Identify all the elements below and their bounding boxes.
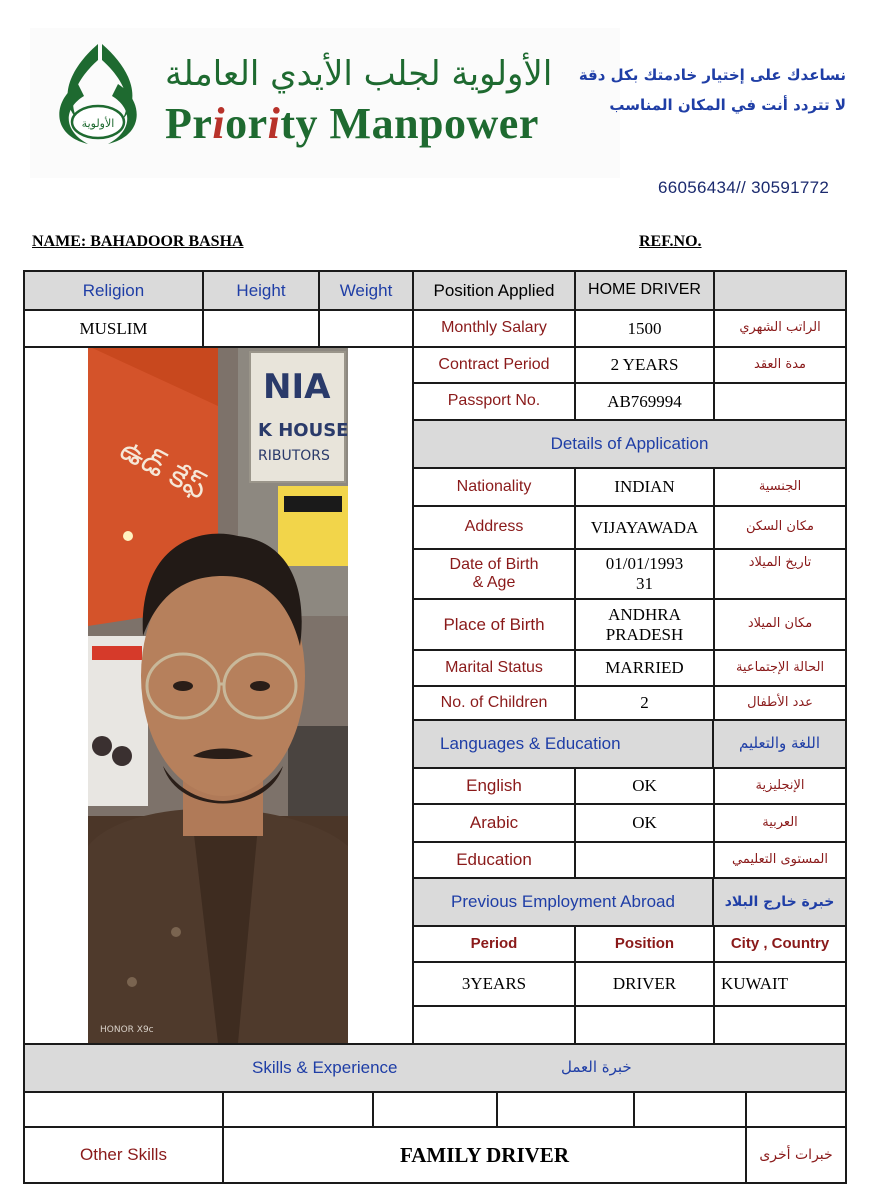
dob-value	[574, 548, 715, 600]
other-skills-label: Other Skills	[23, 1126, 224, 1184]
other-skills-arabic: خبرات أخرى	[745, 1126, 847, 1184]
skills-section-title: Skills & Experience	[252, 1058, 398, 1078]
arabic-label: Arabic	[412, 803, 576, 843]
candidate-name: NAME: BAHADOOR BASHA	[32, 233, 244, 250]
other-skills-value: FAMILY DRIVER	[222, 1126, 747, 1184]
details-section-header: Details of Application	[412, 419, 847, 469]
contract-period-label: Contract Period	[412, 346, 576, 384]
employment-city-1: KUWAIT	[713, 961, 847, 1007]
svg-text:RIBUTORS: RIBUTORS	[258, 448, 330, 464]
city-country-header: City , Country	[713, 925, 847, 963]
dob-arabic: تاريخ الميلاد	[713, 548, 847, 600]
skills-cell-1	[23, 1091, 224, 1128]
english-label: English	[412, 767, 576, 805]
english-arabic: الإنجليزية	[713, 767, 847, 805]
passport-label: Passport No.	[412, 382, 576, 421]
religion-value: MUSLIM	[23, 309, 204, 348]
position-header: Position	[574, 925, 715, 963]
employment-period-2	[412, 1005, 576, 1045]
svg-text:HONOR X9c: HONOR X9c	[100, 1025, 154, 1035]
monthly-salary-arabic: الراتب الشهري	[713, 309, 847, 348]
height-header: Height	[202, 270, 320, 311]
phone-numbers: 66056434// 30591772	[658, 178, 830, 197]
photo-cell	[23, 346, 414, 1045]
passport-extra	[713, 382, 847, 421]
address-value: VIJAYAWADA	[574, 505, 715, 550]
nationality-arabic: الجنسية	[713, 467, 847, 507]
place-of-birth-label: Place of Birth	[412, 598, 576, 651]
brand-name-arabic: الأولوية لجلب الأيدي العاملة	[165, 54, 553, 94]
marital-status-value: MARRIED	[574, 649, 715, 687]
skills-cell-3	[372, 1091, 498, 1128]
skills-cell-2	[222, 1091, 374, 1128]
position-applied-extra	[713, 270, 847, 311]
reference-number: REF.NO.	[639, 233, 702, 250]
arabic-value: OK	[574, 803, 715, 843]
employment-period-1: 3YEARS	[412, 961, 576, 1007]
religion-header: Religion	[23, 270, 204, 311]
education-value	[574, 841, 715, 879]
arabic-arabic: العربية	[713, 803, 847, 843]
marital-status-arabic: الحالة الإجتماعية	[713, 649, 847, 687]
employment-city-2	[713, 1005, 847, 1045]
skills-section-header	[23, 1043, 847, 1093]
company-logo	[48, 40, 148, 152]
children-arabic: عدد الأطفال	[713, 685, 847, 721]
position-applied-label: Position Applied	[412, 270, 576, 311]
svg-text:K HOUSE: K HOUSE	[258, 420, 348, 441]
tagline-line-1: نساعدك على إختيار خادمتك بكل دقة	[578, 66, 846, 84]
nationality-value: INDIAN	[574, 467, 715, 507]
height-value	[202, 309, 320, 348]
employment-section-header: Previous Employment Abroad	[412, 877, 714, 927]
children-value: 2	[574, 685, 715, 721]
languages-section-header: Languages & Education	[412, 719, 714, 769]
employment-position-2	[574, 1005, 715, 1045]
skills-section-arabic: خبرة العمل	[561, 1058, 632, 1077]
position-applied-value: HOME DRIVER	[574, 270, 715, 311]
english-value: OK	[574, 767, 715, 805]
weight-value	[318, 309, 414, 348]
place-of-birth-arabic: مكان الميلاد	[713, 598, 847, 651]
contract-period-value: 2 YEARS	[574, 346, 715, 384]
dob-date: 01/01/1993	[605, 554, 684, 574]
education-label: Education	[412, 841, 576, 879]
nationality-label: Nationality	[412, 467, 576, 507]
svg-text:ఉడ్ కేఫ్: ఉడ్ కేఫ్	[114, 432, 213, 507]
brand-name-english: Priority Manpower	[165, 99, 539, 148]
weight-header: Weight	[318, 270, 414, 311]
skills-cell-6	[745, 1091, 847, 1128]
place-of-birth-value: ANDHRA PRADESH	[574, 598, 715, 651]
monthly-salary-value: 1500	[574, 309, 715, 348]
address-arabic: مكان السكن	[713, 505, 847, 550]
monthly-salary-label: Monthly Salary	[412, 309, 576, 348]
children-label: No. of Children	[412, 685, 576, 721]
languages-section-arabic: اللغة والتعليم	[712, 719, 847, 769]
dob-label: Date of Birth & Age	[412, 548, 576, 600]
employment-section-arabic: خبرة خارج البلاد	[712, 877, 847, 927]
skills-cell-4	[496, 1091, 635, 1128]
passport-value: AB769994	[574, 382, 715, 421]
period-header: Period	[412, 925, 576, 963]
employment-position-1: DRIVER	[574, 961, 715, 1007]
svg-text:NIA: NIA	[263, 367, 331, 407]
contract-period-arabic: مدة العقد	[713, 346, 847, 384]
skills-cell-5	[633, 1091, 747, 1128]
address-label: Address	[412, 505, 576, 550]
svg-text:الأولوية: الأولوية	[81, 117, 115, 130]
education-arabic: المستوى التعليمي	[713, 841, 847, 879]
tagline-line-2: لا تتردد أنت في المكان المناسب	[609, 96, 846, 114]
marital-status-label: Marital Status	[412, 649, 576, 687]
age-value: 31	[636, 574, 653, 593]
